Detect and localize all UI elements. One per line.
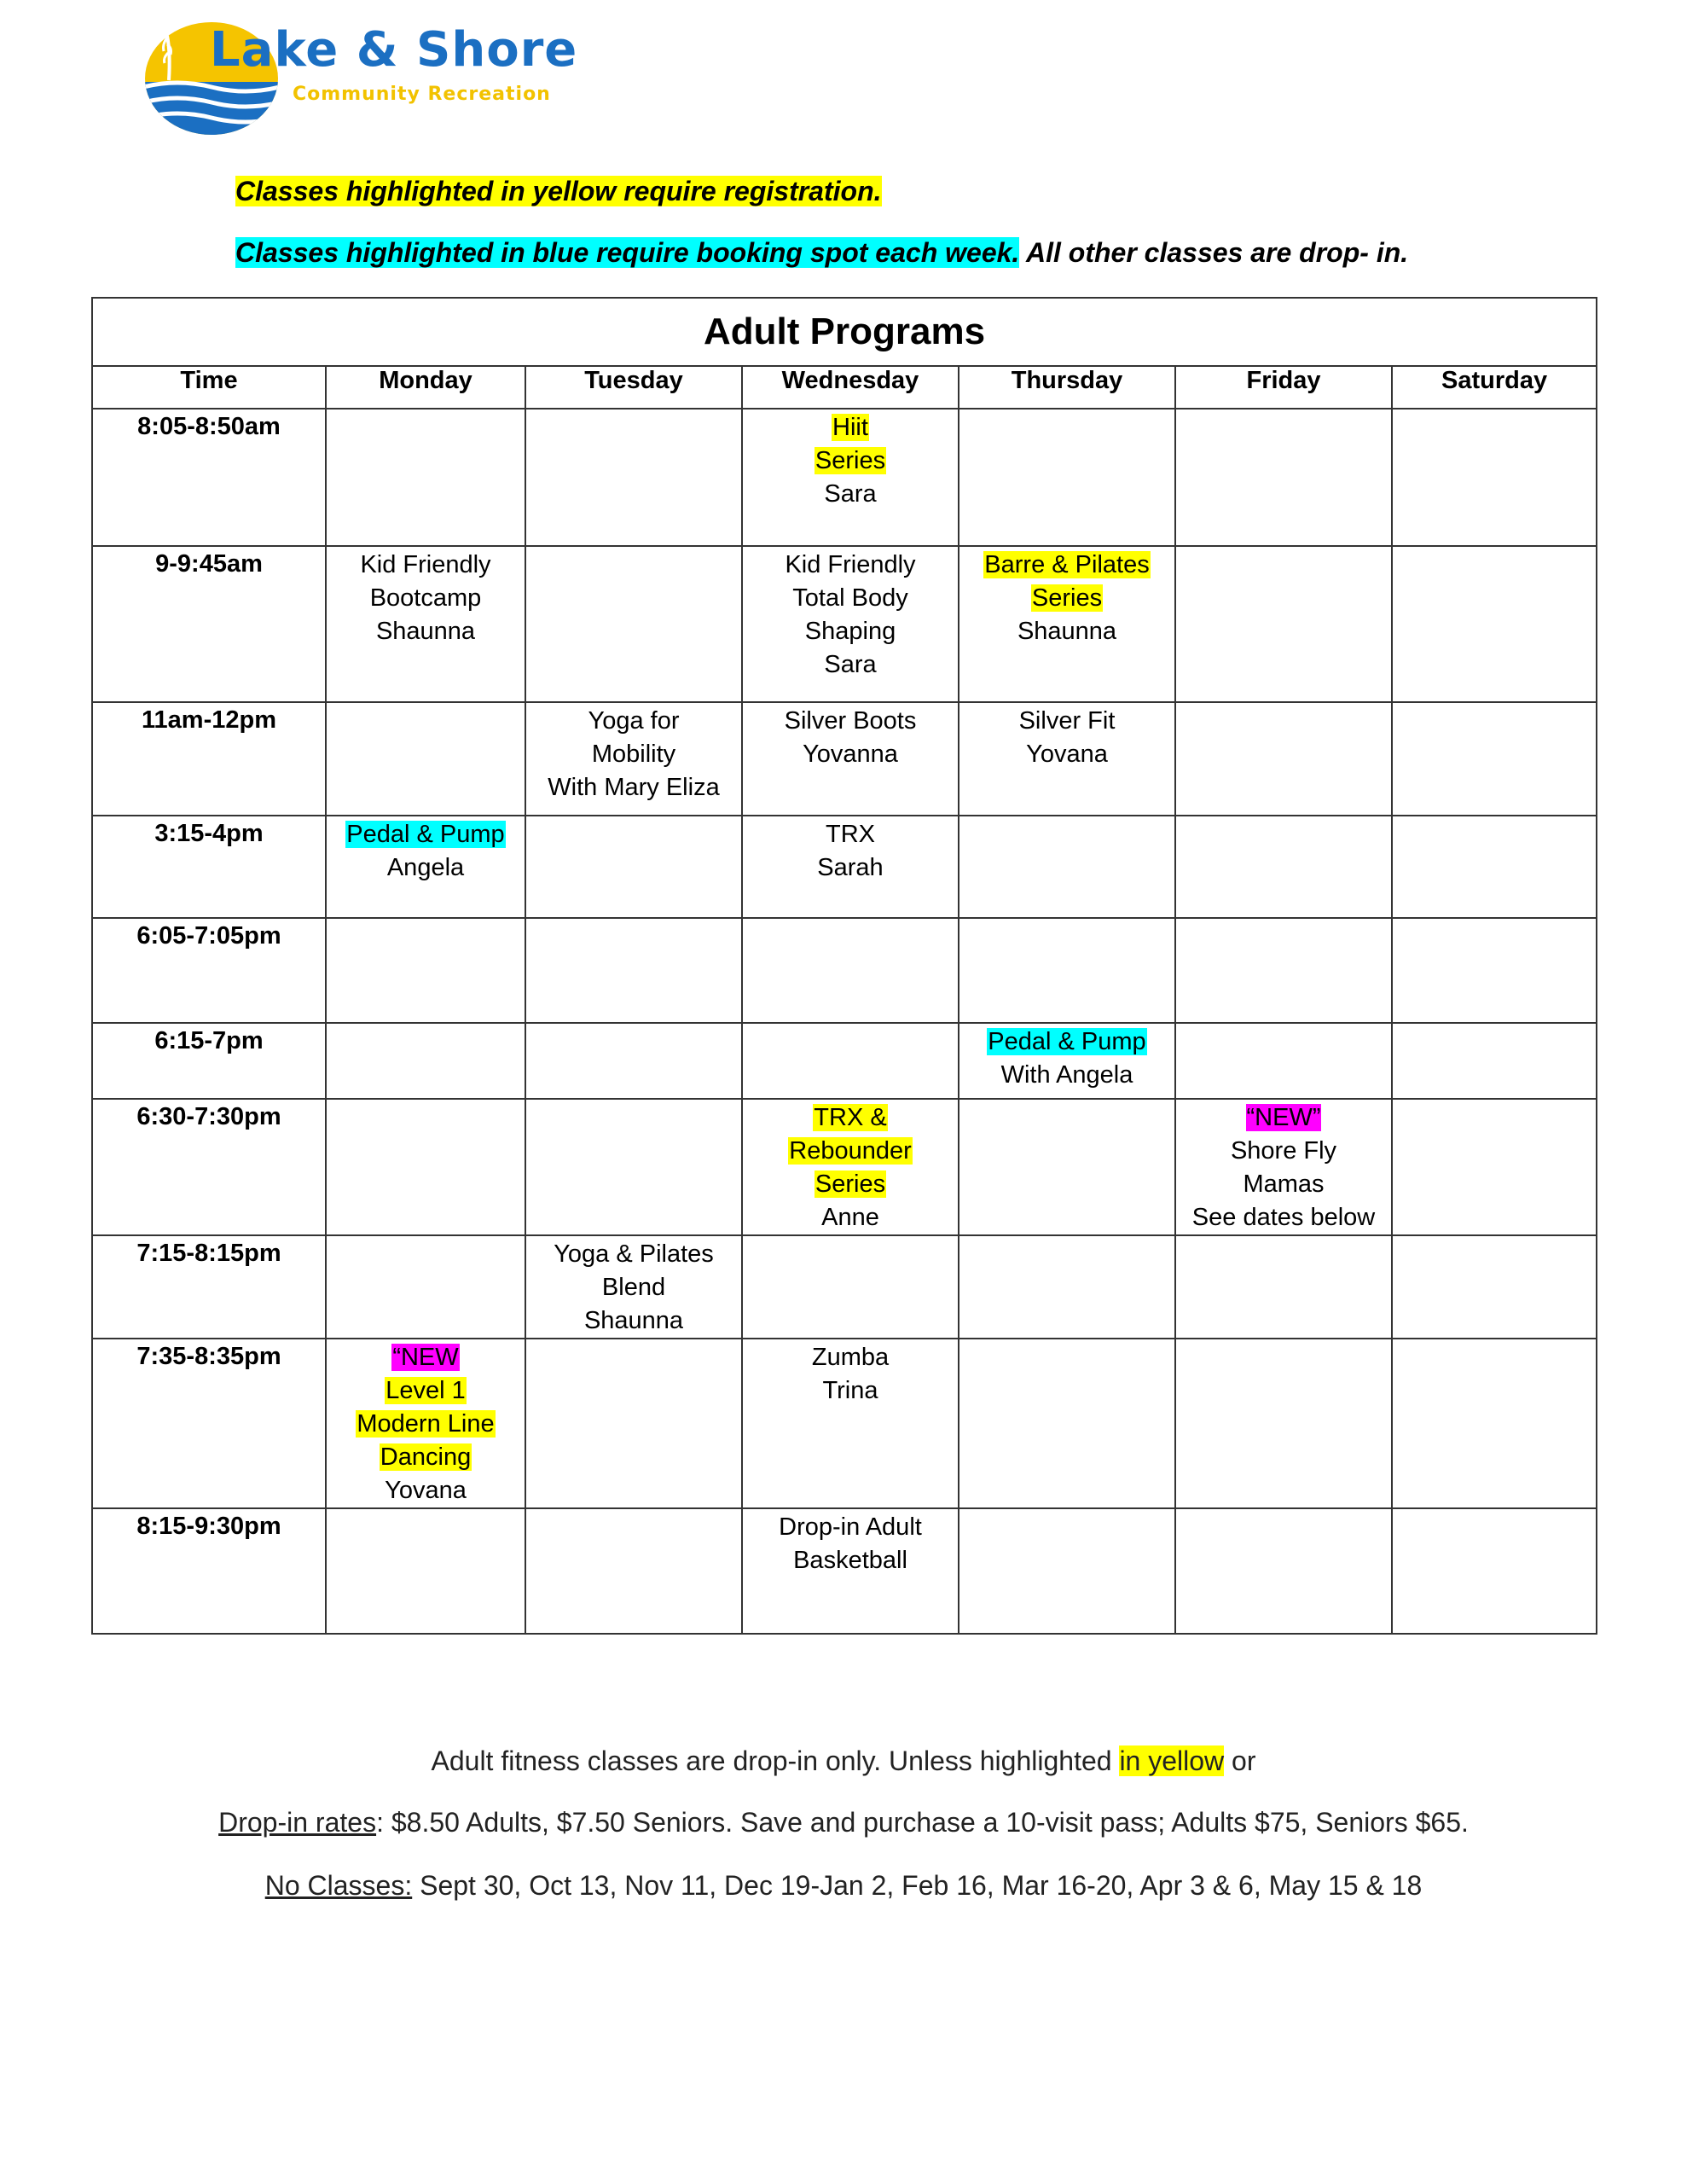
class-cell-monday [326,918,525,1023]
table-row [92,1508,1597,1634]
class-line-text: “NEW” [1246,1104,1321,1131]
footer-dropin-note [0,1745,1687,1777]
class-line [327,1441,525,1474]
class-cell-friday [1175,409,1392,546]
class-line-text: Shaping [804,618,896,645]
class-line [743,478,958,511]
class-cell-wednesday [742,1235,959,1339]
class-cell-tuesday [525,1339,742,1508]
class-line-text: Barre & Pilates [984,551,1150,578]
class-cell-thursday [959,918,1175,1023]
class-line-text: Zumba [811,1344,890,1371]
time-cell: 7:15-8:15pm [92,1235,326,1339]
class-line [327,1474,525,1507]
class-line-text: Yoga for [588,707,680,735]
class-cell-monday [326,1023,525,1099]
time-cell: 6:30-7:30pm [92,1099,326,1235]
class-line [959,549,1174,582]
class-line-text: See dates below [1191,1204,1376,1231]
class-line [526,1304,741,1338]
header-tuesday: Tuesday [525,366,742,409]
class-line [1176,1201,1391,1234]
class-line-text: Mamas [1243,1170,1325,1198]
class-line-text: Yoga & Pilates [554,1240,714,1268]
class-cell-wednesday [742,546,959,702]
header-thursday: Thursday [959,366,1175,409]
time-cell: 6:15-7pm [92,1023,326,1099]
class-line [743,648,958,682]
class-line [743,1374,958,1408]
class-line [1176,1135,1391,1168]
class-cell-thursday [959,702,1175,816]
class-cell-thursday [959,546,1175,702]
rates-text: : $8.50 Adults, $7.50 Seniors. Save and purchase a 10-visit pass; Adults $75, Seniors $65. [376,1807,1469,1838]
class-line [526,738,741,771]
class-cell-saturday [1392,816,1597,918]
class-line-text: Yovana [1026,741,1108,768]
class-line [1176,1101,1391,1135]
class-line-text: TRX [826,821,875,848]
table-row [92,918,1597,1023]
class-cell-monday [326,409,525,546]
class-line-text: Drop-in Adult [779,1513,922,1541]
class-cell-wednesday [742,1099,959,1235]
class-line [327,549,525,582]
class-cell-friday [1175,1235,1392,1339]
footer-line1-text: Adult fitness classes are drop-in only. Unless highlighted [431,1745,1120,1776]
logo-subtitle: Community Recreation [293,84,551,105]
class-cell-tuesday [525,702,742,816]
class-line-text: Blend [601,1274,666,1301]
class-line-text: Yovana [385,1477,467,1504]
class-cell-wednesday [742,918,959,1023]
class-line-text: Modern Line [357,1410,495,1438]
table-row [92,1339,1597,1508]
class-line [959,615,1174,648]
class-line-text: Kid Friendly [360,551,491,578]
class-line [327,818,525,851]
class-line-text: With Mary Eliza [548,774,720,801]
class-line-text: Yovanna [803,741,898,768]
class-line-text: Basketball [793,1547,907,1574]
class-cell-monday [326,702,525,816]
table-row [92,1235,1597,1339]
class-cell-tuesday [525,1099,742,1235]
class-line-text: Level 1 [386,1377,466,1404]
class-line [327,851,525,885]
class-line [959,1059,1174,1092]
table-row [92,409,1597,546]
class-cell-tuesday [525,1023,742,1099]
notice-registration [235,176,882,207]
class-line-text: Pedal & Pump [346,821,505,848]
class-cell-thursday [959,1339,1175,1508]
logo-title: Lake & Shore [210,22,578,78]
class-cell-saturday [1392,918,1597,1023]
class-line-text: Rebounder [789,1137,912,1165]
class-cell-saturday [1392,1235,1597,1339]
time-cell: 11am-12pm [92,702,326,816]
class-cell-thursday [959,1023,1175,1099]
class-line-text: Sara [824,651,877,678]
class-line-text: Trina [822,1377,878,1404]
class-cell-thursday [959,409,1175,546]
class-line-text: Total Body [792,584,908,612]
class-line [327,582,525,615]
class-line [743,615,958,648]
class-line [743,582,958,615]
class-cell-friday [1175,702,1392,816]
class-line [327,1374,525,1408]
class-cell-wednesday [742,702,959,816]
class-line-text: Shore Fly [1230,1137,1337,1165]
class-line [743,1201,958,1234]
class-line-text: Series [1031,584,1103,612]
class-cell-friday [1175,1508,1392,1634]
class-line [743,1544,958,1577]
class-cell-monday [326,1339,525,1508]
class-line-text: Dancing [380,1443,472,1471]
class-cell-tuesday [525,918,742,1023]
time-cell: 3:15-4pm [92,816,326,918]
class-line [743,549,958,582]
table-row [92,1023,1597,1099]
class-line [959,705,1174,738]
class-line [959,1025,1174,1059]
class-cell-saturday [1392,409,1597,546]
header-monday: Monday [326,366,525,409]
class-line [743,818,958,851]
time-cell: 8:05-8:50am [92,409,326,546]
class-cell-tuesday [525,546,742,702]
class-line [743,851,958,885]
class-cell-thursday [959,816,1175,918]
class-line [743,1101,958,1135]
class-cell-tuesday [525,1508,742,1634]
class-line-text: Shaunna [375,618,476,645]
no-classes-label: No Classes: [264,1870,413,1901]
logo [143,15,621,143]
class-line [743,444,958,478]
class-line-text: Sara [824,480,877,508]
class-line [743,1168,958,1201]
class-line-text: Mobility [591,741,676,768]
footer-rates [0,1807,1687,1838]
class-line-text: “NEW [392,1344,459,1371]
class-line-text: Angela [386,854,465,881]
footer-line1-highlight: in yellow [1119,1745,1225,1776]
class-line-text: Shaunna [1017,618,1117,645]
class-cell-monday [326,1235,525,1339]
class-line-text: Pedal & Pump [988,1028,1146,1055]
class-cell-monday [326,1508,525,1634]
class-cell-saturday [1392,1099,1597,1235]
class-cell-thursday [959,1099,1175,1235]
class-line [327,615,525,648]
notice-dropin-text: All other classes are drop- in. [1019,237,1409,268]
schedule-table [91,297,1597,1635]
time-cell: 6:05-7:05pm [92,918,326,1023]
class-cell-friday [1175,816,1392,918]
class-cell-wednesday [742,1508,959,1634]
header-friday: Friday [1175,366,1392,409]
class-line-text: Silver Fit [1018,707,1116,735]
class-line-text: TRX & [814,1104,887,1131]
class-cell-saturday [1392,1339,1597,1508]
table-row [92,702,1597,816]
notice-yellow-text: Classes highlighted in yellow require registration. [235,176,882,206]
footer-no-classes [0,1870,1687,1902]
table-title: Adult Programs [92,298,1597,366]
class-line [1176,1168,1391,1201]
notice-booking [235,237,1408,269]
table-row [92,1099,1597,1235]
class-cell-wednesday [742,1339,959,1508]
class-line-text: Hiit [832,414,868,441]
class-line [526,1271,741,1304]
time-cell: 7:35-8:35pm [92,1339,326,1508]
class-line [743,1511,958,1544]
header-wednesday: Wednesday [742,366,959,409]
rates-label: Drop-in rates [218,1807,377,1838]
class-cell-saturday [1392,1508,1597,1634]
class-line [526,771,741,804]
class-cell-monday [326,816,525,918]
header-row [92,366,1597,409]
class-cell-tuesday [525,409,742,546]
class-cell-tuesday [525,816,742,918]
class-line [959,738,1174,771]
class-line-text: Shaunna [583,1307,684,1334]
class-line-text: Silver Boots [784,707,917,735]
class-cell-friday [1175,1023,1392,1099]
footer-line1-end: or [1224,1745,1256,1776]
class-line-text: Kid Friendly [785,551,916,578]
time-cell: 8:15-9:30pm [92,1508,326,1634]
class-line-text: Bootcamp [369,584,482,612]
class-line [743,705,958,738]
header-time: Time [92,366,326,409]
class-cell-monday [326,1099,525,1235]
class-line-text: With Angela [1000,1061,1133,1089]
class-cell-tuesday [525,1235,742,1339]
class-line [743,1135,958,1168]
notice-blue-text: Classes highlighted in blue require booking spot each week. [235,237,1020,268]
class-cell-friday [1175,1339,1392,1508]
time-cell: 9-9:45am [92,546,326,702]
class-line [327,1341,525,1374]
table-row [92,546,1597,702]
header-saturday: Saturday [1392,366,1597,409]
class-line-text: Series [815,1170,886,1198]
class-cell-thursday [959,1508,1175,1634]
class-cell-wednesday [742,409,959,546]
table-row [92,816,1597,918]
class-cell-friday [1175,546,1392,702]
class-line [526,705,741,738]
class-cell-saturday [1392,546,1597,702]
class-cell-saturday [1392,702,1597,816]
class-cell-saturday [1392,1023,1597,1099]
class-cell-wednesday [742,1023,959,1099]
class-line-text: Anne [821,1204,879,1231]
class-line [743,411,958,444]
class-line [327,1408,525,1441]
class-line [526,1238,741,1271]
class-line-text: Sarah [817,854,884,881]
class-cell-thursday [959,1235,1175,1339]
class-line [959,582,1174,615]
class-cell-friday [1175,1099,1392,1235]
class-cell-wednesday [742,816,959,918]
no-classes-text: Sept 30, Oct 13, Nov 11, Dec 19-Jan 2, Feb 16, Mar 16-20, Apr 3 & 6, May 15 & 18 [412,1870,1423,1901]
class-cell-friday [1175,918,1392,1023]
class-cell-monday [326,546,525,702]
class-line-text: Series [815,447,886,474]
class-line [743,1341,958,1374]
class-line [743,738,958,771]
